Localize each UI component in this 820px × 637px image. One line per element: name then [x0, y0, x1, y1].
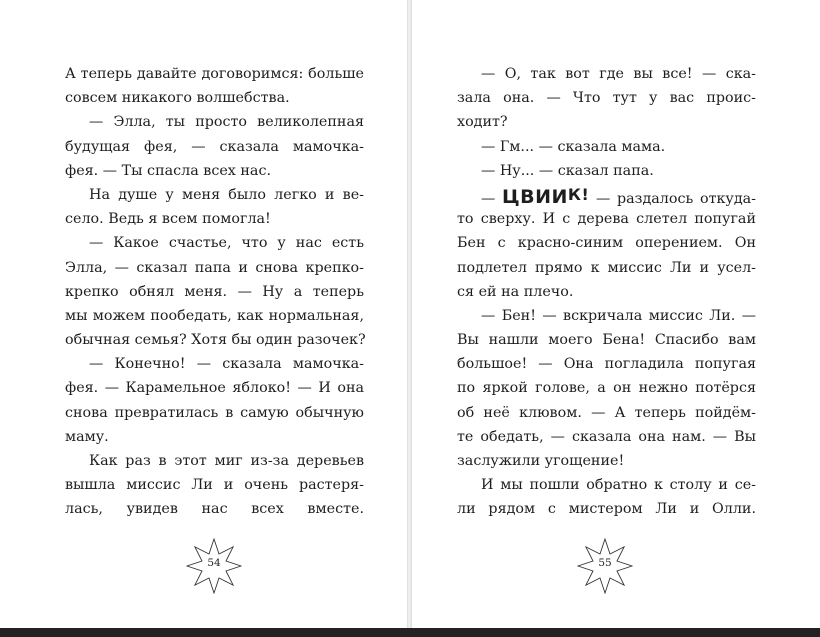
tweet-sound: [502, 186, 589, 208]
text-line: село. Ведь я всем помогла!: [65, 211, 271, 228]
page-number: 55: [598, 557, 612, 569]
text-line: маму.: [65, 428, 109, 445]
text-line: Элла, — сказал папа и снова крепко-: [65, 259, 364, 276]
text-line: мы можем пообедать, как нормальная,: [65, 307, 364, 324]
text-line: по яркой голове, а он нежно потёрся: [457, 380, 756, 397]
text-line: — Какое счастье, что у нас есть: [89, 235, 364, 252]
text-line: обычная семья? Хотя бы один разочек?: [65, 332, 366, 349]
text-line: будущая фея, — сказала мамочка-: [65, 138, 364, 155]
text-line: На душе у меня было легко и ве-: [89, 186, 364, 203]
text-line: Бен с красно-синим оперением. Он: [457, 235, 756, 252]
text-line: — Ну... — сказал папа.: [481, 162, 654, 179]
text-line: И мы пошли обратно к столу и се-: [481, 477, 756, 494]
text-line: подлетел прямо к миссис Ли и усел-: [457, 259, 756, 276]
text-line: то сверху. И с дерева слетел попугай: [457, 211, 756, 228]
text-line: А теперь давайте договоримся: больше: [65, 66, 364, 82]
tweet-dash: —: [481, 190, 502, 207]
text-line: крепко обнял меня. — Ну а теперь: [65, 283, 364, 300]
text-line: лась, увидев нас всех вместе.: [65, 501, 364, 518]
tweet-line: [457, 183, 756, 207]
right-text-after: [457, 207, 756, 521]
text-line: — Конечно! — сказала мамочка-: [89, 356, 364, 373]
left-page: [0, 0, 408, 628]
text-line: снова превратилась в самую обычную: [65, 404, 364, 421]
right-text-before: [457, 62, 756, 183]
text-line: фея. — Карамельное яблоко! — И она: [65, 380, 364, 397]
text-line: большое! — Она погладила попугая: [457, 356, 756, 373]
tweet-sound-tail: К!: [567, 184, 590, 204]
text-line: совсем никакого волшебства.: [65, 90, 290, 107]
right-page: [412, 0, 820, 628]
text-line: ся ей на плечо.: [457, 283, 574, 300]
page-number-star-right: [577, 538, 633, 594]
text-line: заслужили угощение!: [457, 453, 625, 469]
text-line: — Бен! — вскричала миссис Ли. —: [481, 307, 756, 324]
page-bottom-edge: [0, 628, 820, 637]
text-line: вышла миссис Ли и очень растеря-: [65, 477, 364, 494]
page-number: 54: [207, 557, 221, 569]
text-line: зала она. — Что тут у вас проис-: [457, 90, 756, 107]
text-line: Как раз в этот миг из-за деревьев: [89, 453, 364, 469]
text-line: ли рядом с мистером Ли и Олли.: [457, 501, 756, 518]
text-line: — Гм... — сказала мама.: [481, 138, 666, 155]
text-line: Вы нашли моего Бена! Спасибо вам: [457, 332, 756, 349]
left-page-text: [65, 62, 364, 522]
right-page-text: [457, 62, 756, 522]
text-line: те обедать, — сказала она нам. — Вы: [457, 428, 756, 445]
text-line: об неё клювом. — А теперь пойдём-: [457, 404, 756, 421]
text-line: — Элла, ты просто великолепная: [89, 114, 364, 131]
text-line: — О, так вот где вы все! — ска-: [481, 66, 756, 82]
text-line: фея. — Ты спасла всех нас.: [65, 162, 272, 179]
tweet-sound-main: ЦВИИ: [502, 185, 568, 208]
page-number-star-left: [186, 538, 242, 594]
tweet-rest: — раздалось откуда-: [589, 190, 756, 207]
text-line: ходит?: [457, 114, 508, 131]
